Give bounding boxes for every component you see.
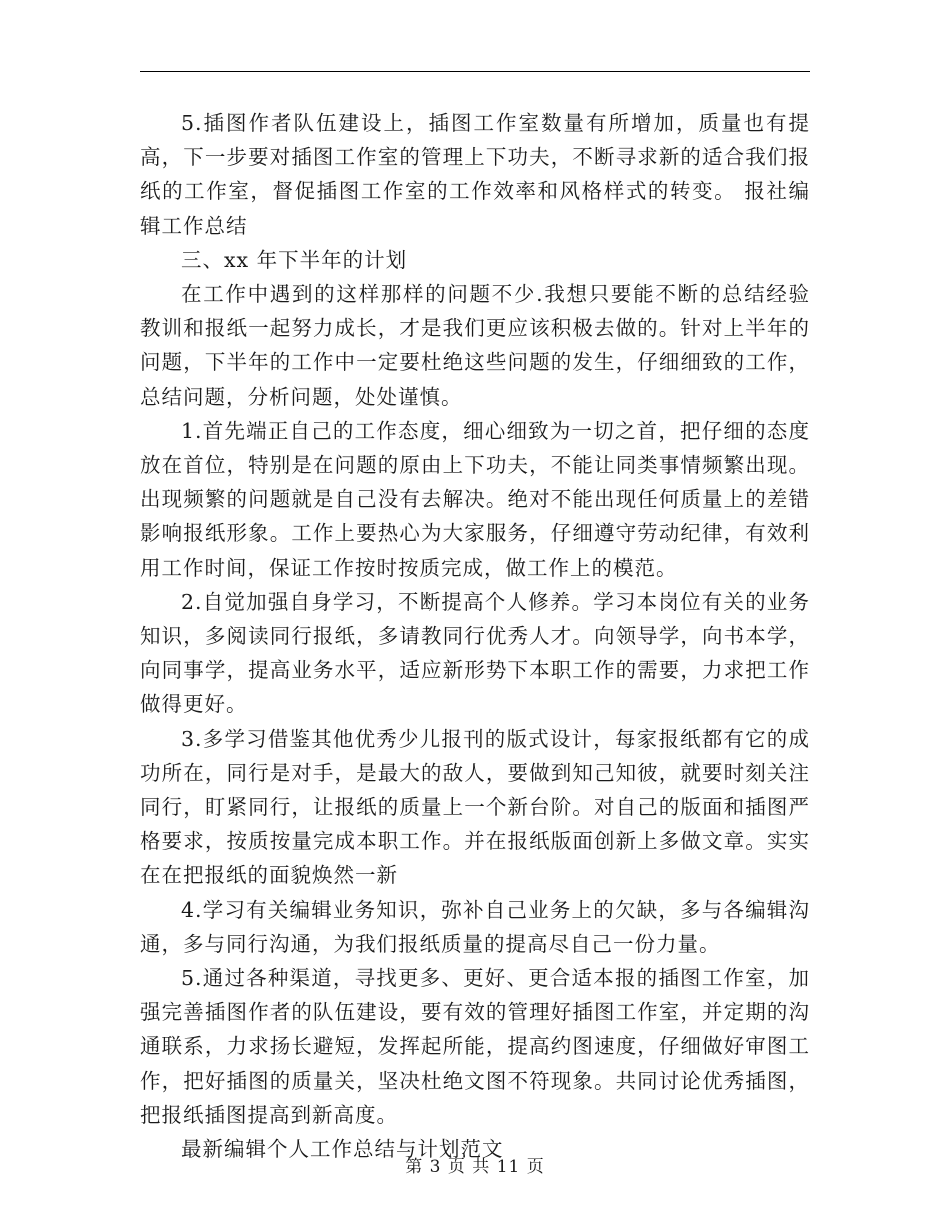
section-heading-plan: 三、xx 年下半年的计划 (181, 247, 408, 272)
header-rule (140, 71, 810, 72)
paragraph-item-5: 5.通过各种渠道，寻找更多、更好、更合适本报的插图工作室，加强完善插图作者的队伍建设，要有效的管理好插图工作室，并定期的沟通联系，力求扬长避短，发挥起所能，提高约图速度，仔细做好审图工作，把好插图的质量关，坚决杜绝文图不符现象。共同讨论优秀插图，把报纸插图提高到新高度。 (140, 966, 810, 1127)
paragraph-item-4: 4.学习有关编辑业务知识，弥补自己业务上的欠缺，多与各编辑沟通，多与同行沟通，为我们报纸质量的提高尽自己一份力量。 (140, 897, 810, 956)
paragraph-intro: 在工作中遇到的这样那样的问题不少.我想只要能不断的总结经验教训和报纸一起努力成长，才是我们更应该积极去做的。针对上半年的问题，下半年的工作中一定要杜绝这些问题的发生，仔细细致的工作，总结问题，分析问题，处处谨慎。 (140, 282, 810, 409)
paragraph-item-3: 3.多学习借鉴其他优秀少儿报刊的版式设计，每家报纸都有它的成功所在，同行是对手，是最大的敌人，要做到知己知彼，就要时刻关注同行，盯紧同行，让报纸的质量上一个新台阶。对自己的版面和插图严格要求，按质按量完成本职工作。并在报纸版面创新上多做文章。实实在在把报纸的面貌焕然一新 (140, 726, 810, 888)
paragraph-item-1: 1.首先端正自己的工作态度，细心细致为一切之首，把仔细的态度放在首位，特别是在问题的原由上下功夫，不能让同类事情频繁出现。出现频繁的问题就是自己没有去解决。绝对不能出现任何质量上的差错影响报纸形象。工作上要热心为大家服务，仔细遵守劳动纪律，有效利用工作时间，保证工作按时按质完成，做工作上的模范。 (140, 418, 810, 580)
paragraph-item-2: 2.自觉加强自身学习，不断提高个人修养。学习本岗位有关的业务知识，多阅读同行报纸，多请教同行优秀人才。向领导学，向书本学，向同事学，提高业务水平，适应新形势下本职工作的需要，力求把工作做得更好。 (140, 589, 810, 717)
page-number: 第 3 页 共 11 页 (405, 1157, 545, 1177)
paragraph-illustrator-team: 5.插图作者队伍建设上，插图工作室数量有所增加，质量也有提高，下一步要对插图工作室的管理上下功夫，不断寻求新的适合我们报纸的工作室，督促插图工作室的工作效率和风格样式的转变。 报社编辑工作总结 (140, 111, 810, 238)
document-body (140, 106, 810, 1166)
paragraph-closing-title: 最新编辑个人工作总结与计划范文 (181, 1137, 504, 1162)
